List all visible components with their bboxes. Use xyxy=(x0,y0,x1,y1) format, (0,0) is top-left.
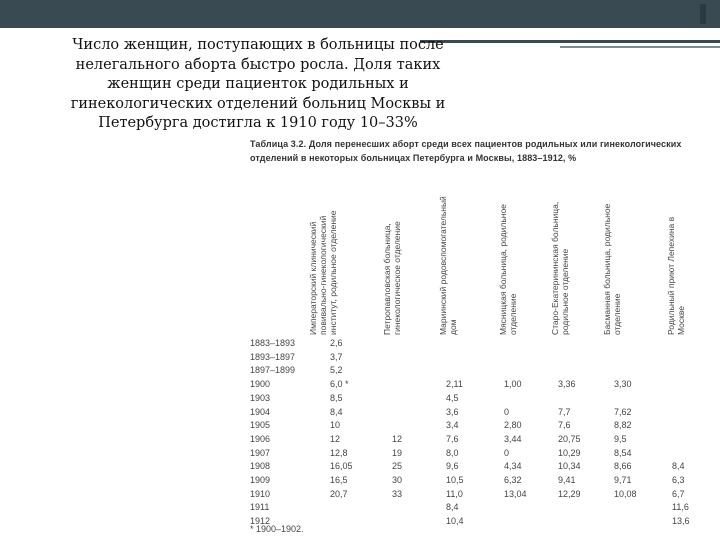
table-cell: 9,5 xyxy=(614,433,627,444)
table-cell: 10,5 xyxy=(446,475,464,485)
row-year: 1893–1897 xyxy=(250,351,296,362)
table-cell: 8,82 xyxy=(614,420,632,431)
table-cell: 13,04 xyxy=(504,488,527,499)
table-cell: 11,6 xyxy=(672,502,689,513)
slide-top-bar xyxy=(0,0,720,28)
table-cell: 1,00 xyxy=(504,379,522,390)
row-year: 1883–1893 xyxy=(250,338,296,348)
table-row xyxy=(250,407,700,421)
table-cell: 11,0 xyxy=(446,488,463,499)
table-cell: 10,34 xyxy=(558,461,581,472)
row-year: 1906 xyxy=(250,433,271,444)
table-row xyxy=(250,502,700,516)
table-cell: 10 xyxy=(330,420,341,431)
table-caption: Таблица 3.2. Доля перенесших аборт среди всех пациентов родильных или гинекологических отделений в некоторых больницах Петербурга и Москвы, 1883–1912, % xyxy=(250,139,682,163)
table-cell: 20,7 xyxy=(330,488,348,499)
table-row xyxy=(250,489,700,503)
table-cell: 3,7 xyxy=(330,351,343,362)
top-bar-accent xyxy=(700,4,706,24)
row-year: 1903 xyxy=(250,392,271,403)
row-year: 1910 xyxy=(250,488,271,499)
table-cell: 2,6 xyxy=(330,338,343,348)
table-row xyxy=(250,516,700,530)
table-cell: 6,32 xyxy=(504,475,522,485)
table-cell: 10,08 xyxy=(614,488,637,499)
table-cell: 8,0 xyxy=(446,447,459,458)
table-cell: 9,41 xyxy=(558,475,576,485)
table-cell: 7,7 xyxy=(558,406,571,417)
table-cell: 19 xyxy=(392,447,403,458)
column-header: Петропавловская больница, гинекологическое отделение xyxy=(382,221,402,335)
table-cell: 3,6 xyxy=(446,406,459,417)
table-cell: 4,5 xyxy=(446,392,459,403)
table-cell: 12,29 xyxy=(558,488,581,499)
table-cell: 8,54 xyxy=(614,447,632,458)
table-cell: 12,8 xyxy=(330,447,348,458)
table-cell: 16,05 xyxy=(330,461,353,472)
column-header: Мясницкая больница, родильное отделение xyxy=(498,204,518,335)
table-row xyxy=(250,338,700,352)
table-cell: 7,62 xyxy=(614,406,632,417)
table-cell: 6,3 xyxy=(672,475,685,485)
row-year: 1904 xyxy=(250,406,271,417)
row-year: 1909 xyxy=(250,475,271,485)
table-cell: 2,80 xyxy=(504,420,522,431)
table-cell: 0 xyxy=(504,406,510,417)
column-header: Императорский клинический повивально-гинекологический институт, родильное отделение xyxy=(308,210,338,335)
table-cell: 8,4 xyxy=(672,461,685,472)
row-year: 1907 xyxy=(250,447,271,458)
table-row xyxy=(250,475,700,489)
table-cell: 20,75 xyxy=(558,433,581,444)
slide-heading: Число женщин, поступающих в больницы после нелегального аборта быстро росла. Доля таких женщин среди пациенток родильных и гинекологических отделений больниц Москвы и Петербурга достигла к 1910 году 10–33% xyxy=(70,37,446,131)
table-cell: 12 xyxy=(330,433,341,444)
table-cell: 8,4 xyxy=(446,502,459,513)
row-year: 1912 xyxy=(250,516,271,527)
table-row xyxy=(250,448,700,462)
row-year: 1905 xyxy=(250,420,271,431)
table-row xyxy=(250,352,700,366)
table-cell: 12 xyxy=(392,433,403,444)
row-year: 1911 xyxy=(250,502,270,513)
column-header: Мариинский родовспомогательный дом xyxy=(438,196,458,335)
table-row xyxy=(250,379,700,393)
table-cell: 25 xyxy=(392,461,403,472)
table-cell: 8,4 xyxy=(330,406,343,417)
row-year: 1897–1899 xyxy=(250,365,296,376)
table-cell: 7,6 xyxy=(446,433,459,444)
table-cell: 7,6 xyxy=(558,420,571,431)
table-cell: 9,71 xyxy=(614,475,632,485)
table-cell: 3,44 xyxy=(504,433,522,444)
table-row xyxy=(250,393,700,407)
column-header: Родильный приют Лепехина в Москве xyxy=(666,216,686,335)
row-year: 1908 xyxy=(250,461,271,472)
table-footnote: * 1900–1902. xyxy=(250,524,304,534)
decorative-line-thin xyxy=(560,46,720,48)
column-header: Старо-Екатерининская больница, родильное отделение xyxy=(550,201,570,335)
table-cell: 10,29 xyxy=(558,447,581,458)
table-cell: 3,36 xyxy=(558,379,576,390)
table-cell: 33 xyxy=(392,488,403,499)
table-row xyxy=(250,365,700,379)
table-cell: 13,6 xyxy=(672,516,690,527)
column-header: Басманная больница, родильное отделение xyxy=(602,203,622,335)
table-cell: 10,4 xyxy=(446,516,464,527)
table-cell: 9,6 xyxy=(446,461,459,472)
table-cell: 16,5 xyxy=(330,475,348,485)
table-row xyxy=(250,461,700,475)
row-year: 1900 xyxy=(250,379,271,390)
table-cell: 6,0 * xyxy=(330,379,349,390)
table-cell: 30 xyxy=(392,475,403,485)
table-row xyxy=(250,420,700,434)
table-cell: 2,11 xyxy=(446,379,463,390)
table-cell: 4,34 xyxy=(504,461,522,472)
table-row xyxy=(250,434,700,448)
table-cell: 8,5 xyxy=(330,392,343,403)
table-cell: 8,66 xyxy=(614,461,632,472)
table-cell: 3,30 xyxy=(614,379,632,390)
table-cell: 3,4 xyxy=(446,420,459,431)
table-cell: 5,2 xyxy=(330,365,343,376)
table-cell: 0 xyxy=(504,447,510,458)
table-cell: 6,7 xyxy=(672,488,685,499)
